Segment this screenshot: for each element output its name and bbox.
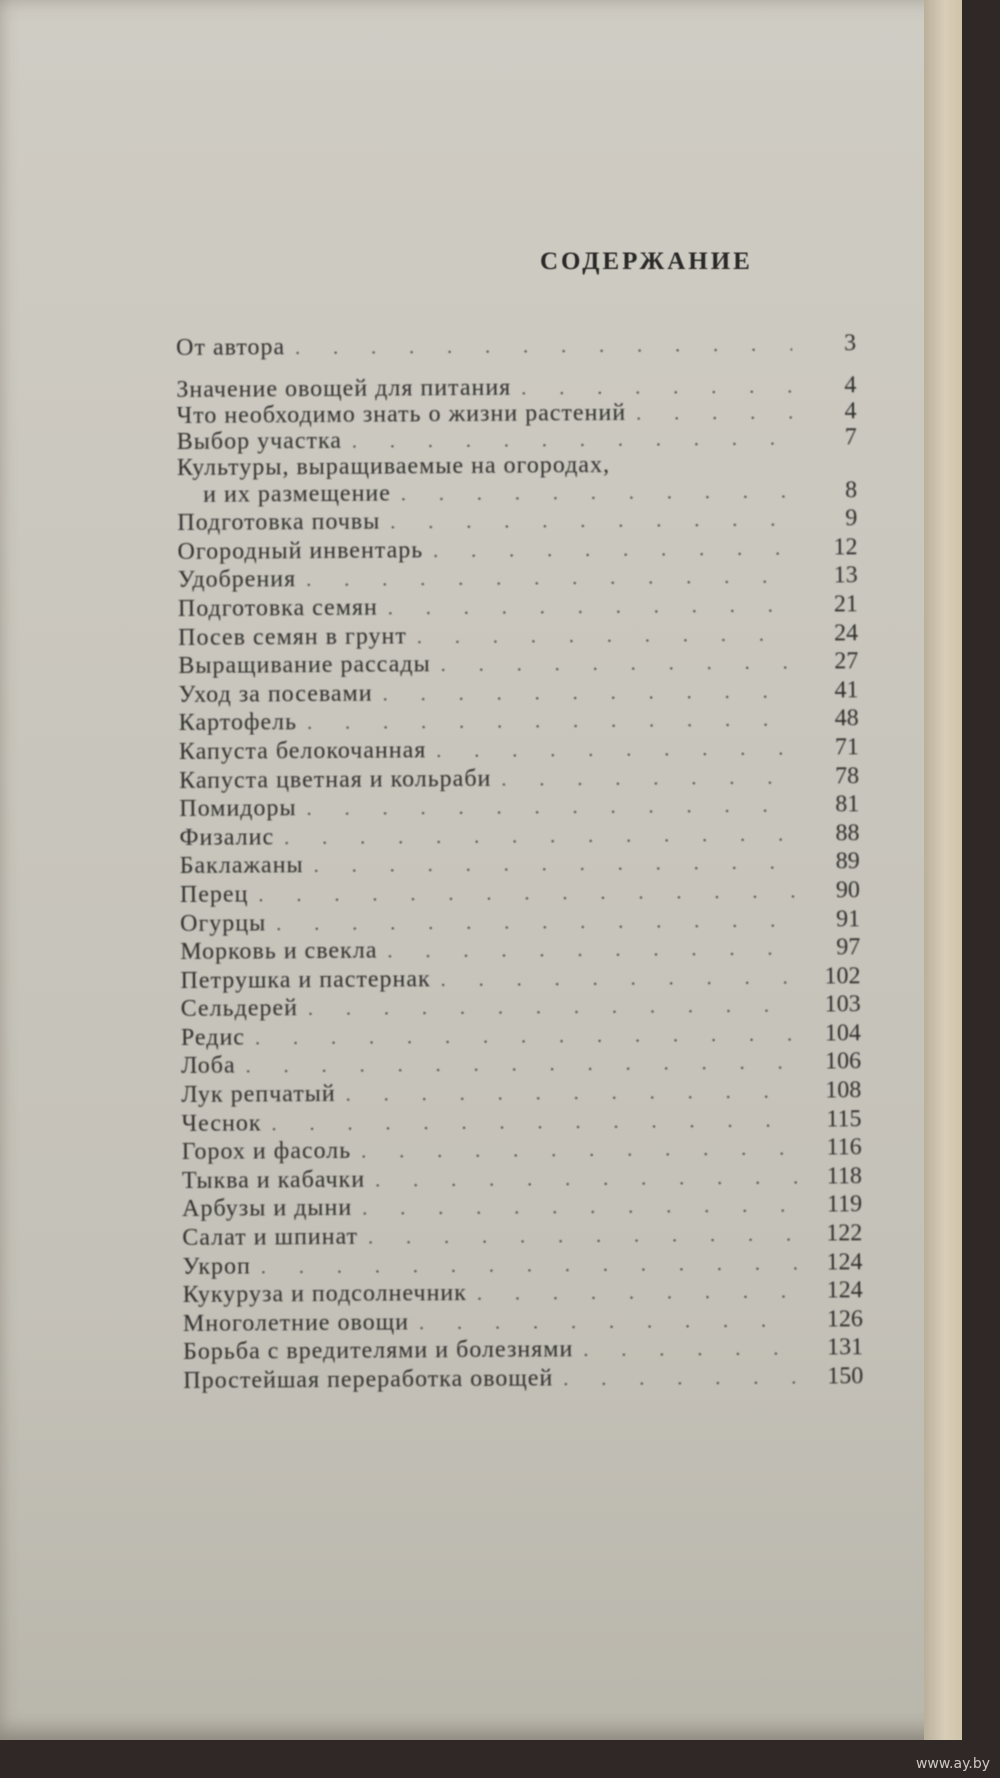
dot-leader xyxy=(521,373,792,401)
toc-entry-page: 48 xyxy=(834,705,859,732)
toc-entry-page: 81 xyxy=(835,791,860,818)
toc-entry xyxy=(177,424,857,455)
dot-leader xyxy=(583,1335,799,1365)
dot-leader xyxy=(563,1364,799,1394)
toc-entry-label: Огурцы xyxy=(180,909,267,937)
dot-leader xyxy=(306,563,794,595)
toc-entry-page: 118 xyxy=(826,1163,862,1190)
dot-leader xyxy=(441,649,795,680)
toc-entry xyxy=(183,1305,863,1338)
toc-entry-page: 108 xyxy=(825,1077,862,1104)
toc-entry-page: 4 xyxy=(844,397,857,424)
toc-entry-page: 71 xyxy=(834,734,859,761)
toc-entry-page: 104 xyxy=(824,1020,861,1047)
toc-entry-page: 24 xyxy=(834,619,859,646)
dot-leader xyxy=(314,849,796,881)
dot-leader xyxy=(368,1221,798,1253)
toc-entry-label: Морковь и свекла xyxy=(180,937,378,966)
toc-entry xyxy=(180,933,860,966)
toc-entry xyxy=(180,962,860,995)
toc-entry-label: Значение овощей для питания xyxy=(176,374,512,403)
dot-leader xyxy=(636,399,793,426)
dot-leader xyxy=(255,1021,797,1053)
toc-entry xyxy=(178,590,858,623)
toc-entry-label: Арбузы и дыни xyxy=(182,1195,353,1223)
toc-entry xyxy=(178,647,858,680)
toc-entry-label: Подготовка почвы xyxy=(177,508,381,537)
toc-entry-label: Посев семян в грунт xyxy=(178,622,407,651)
toc-entry xyxy=(181,1019,861,1052)
toc-entry-label: Выбор участка xyxy=(176,427,342,455)
toc-entry-page: 41 xyxy=(834,676,859,704)
toc-entry xyxy=(176,372,856,403)
dot-leader xyxy=(387,935,796,966)
dot-leader xyxy=(390,506,793,537)
dot-leader xyxy=(375,1164,798,1196)
toc-entry xyxy=(182,1191,862,1224)
toc-entry-label: Подготовка семян xyxy=(177,594,378,622)
toc-entry-page: 131 xyxy=(827,1334,864,1361)
toc-entry-label: Капуста цветная и кольраби xyxy=(179,765,492,794)
toc-entry-label: Простейшая переработка овощей xyxy=(183,1365,554,1394)
toc-entry-page: 102 xyxy=(824,962,861,990)
toc-entry-label: Салат и шпинат xyxy=(182,1223,359,1252)
toc-entry-page: 106 xyxy=(825,1048,862,1075)
toc-entry-label: Тыква и кабачки xyxy=(181,1166,366,1194)
dot-leader xyxy=(417,620,794,651)
toc-entry-page: 124 xyxy=(826,1277,863,1304)
toc-entry-label: Картофель xyxy=(178,709,298,737)
toc-entry xyxy=(180,905,860,938)
toc-entry-page: 119 xyxy=(826,1191,863,1218)
toc-entry xyxy=(181,1048,861,1081)
dot-leader xyxy=(306,792,795,824)
toc-entry-page: 88 xyxy=(835,819,860,847)
toc-entry-page: 150 xyxy=(827,1363,864,1390)
dot-leader xyxy=(383,677,795,708)
toc-entry-label: и их размещение xyxy=(203,480,392,508)
toc-entry xyxy=(181,1076,861,1109)
toc-entry-page: 21 xyxy=(833,591,858,618)
toc-entry xyxy=(178,619,858,652)
toc-entry-label: От автора xyxy=(176,334,286,361)
page-title: СОДЕРЖАНИЕ xyxy=(540,248,753,275)
toc-entry xyxy=(176,329,856,362)
toc-entry-label: Баклажаны xyxy=(179,852,304,880)
toc-entry-page: 91 xyxy=(836,905,861,932)
dot-leader xyxy=(261,1249,799,1281)
dot-leader xyxy=(477,1278,799,1309)
toc-entry-page: 13 xyxy=(833,562,858,589)
toc-entry-label: Многолетние овощи xyxy=(182,1309,410,1337)
dot-leader xyxy=(361,1135,798,1167)
toc-entry-page: 126 xyxy=(826,1306,863,1333)
toc-entry-label: Удобрения xyxy=(177,566,297,594)
toc-entry-page: 9 xyxy=(845,505,858,532)
toc-entry xyxy=(177,533,857,566)
toc-entry xyxy=(179,733,859,766)
toc-entry-page: 89 xyxy=(835,848,860,875)
toc-entry xyxy=(183,1362,863,1395)
toc-entry-label: Борьба с вредителями и болезнями xyxy=(183,1336,574,1366)
dot-leader xyxy=(433,534,794,565)
toc-entry-page: 124 xyxy=(826,1248,863,1276)
toc-entry xyxy=(181,1105,861,1138)
toc-entry-label: Редис xyxy=(180,1024,246,1051)
toc-entry-page: 4 xyxy=(844,371,857,398)
toc-entry xyxy=(180,848,860,881)
toc-entry xyxy=(177,504,857,537)
toc-entry xyxy=(182,1248,862,1281)
toc-entry xyxy=(176,398,856,429)
toc-entry-page: 8 xyxy=(845,476,858,503)
dot-leader xyxy=(362,1192,798,1224)
toc-entry-label: Лук репчатый xyxy=(181,1080,336,1109)
dot-leader xyxy=(441,963,797,994)
toc-entry-label: Кукуруза и подсолнечник xyxy=(182,1280,467,1309)
toc-entry xyxy=(179,790,859,823)
toc-entry-page: 116 xyxy=(826,1134,862,1161)
toc-entry-label: Физалис xyxy=(179,824,275,851)
dot-leader xyxy=(436,735,795,766)
page-edge xyxy=(924,0,962,1740)
table-of-contents xyxy=(176,329,863,1395)
toc-entry xyxy=(182,1133,862,1166)
toc-entry-label: Капуста белокочанная xyxy=(178,737,427,765)
dot-leader xyxy=(271,1106,797,1138)
dot-leader xyxy=(501,763,795,794)
toc-entry xyxy=(183,1334,863,1367)
toc-entry-label: Петрушка и пастернак xyxy=(180,965,431,994)
toc-entry-page: 122 xyxy=(826,1220,863,1247)
watermark: www.ay.by xyxy=(915,1756,990,1772)
dot-leader xyxy=(419,1306,799,1337)
dot-leader xyxy=(346,1078,798,1110)
toc-entry xyxy=(182,1162,862,1195)
toc-entry xyxy=(181,991,861,1024)
toc-entry-page: 78 xyxy=(835,762,860,789)
toc-entry-page: 115 xyxy=(826,1105,862,1133)
dot-leader xyxy=(284,820,796,852)
toc-entry-label: Чеснок xyxy=(181,1110,262,1137)
toc-entry-label: Что необходимо знать о жизни растений xyxy=(176,399,627,429)
dot-leader xyxy=(388,592,794,623)
toc-entry-label: Перец xyxy=(179,881,249,908)
dot-leader xyxy=(258,878,796,910)
toc-entry-page: 103 xyxy=(824,991,861,1018)
toc-entry-page: 27 xyxy=(834,648,859,675)
toc-entry xyxy=(182,1219,862,1252)
dot-leader xyxy=(295,331,792,363)
dot-leader xyxy=(276,906,796,938)
toc-entry-label: Укроп xyxy=(182,1253,251,1280)
toc-entry-label: Культуры, выращиваемые на огородах, xyxy=(176,451,611,481)
toc-entry xyxy=(179,762,859,795)
toc-entry-label: Лоба xyxy=(181,1053,236,1080)
dot-leader xyxy=(401,477,793,508)
dot-leader xyxy=(352,425,793,454)
toc-entry xyxy=(178,562,858,595)
toc-entry-label: Уход за посевами xyxy=(178,680,373,708)
toc-entry-page: 12 xyxy=(833,534,858,561)
toc-entry xyxy=(179,819,859,852)
toc-entry-label: Горох и фасоль xyxy=(181,1138,352,1166)
toc-entry-label: Сельдерей xyxy=(180,995,299,1023)
toc-entry-page: 90 xyxy=(835,877,860,904)
dot-leader xyxy=(308,992,797,1024)
toc-entry-label: Выращивание рассады xyxy=(178,651,431,680)
toc-entry-page: 7 xyxy=(844,423,857,450)
toc-entry-label: Огородный инвентарь xyxy=(177,537,424,565)
toc-entry xyxy=(179,705,859,738)
toc-entry-page: 3 xyxy=(843,330,857,357)
dot-leader xyxy=(307,706,795,738)
toc-entry xyxy=(177,476,857,509)
toc-entry-page: 97 xyxy=(836,934,861,961)
dot-leader xyxy=(246,1049,798,1081)
toc-entry-label: Помидоры xyxy=(179,795,297,823)
toc-entry xyxy=(178,676,858,709)
toc-entry xyxy=(183,1276,863,1309)
toc-entry xyxy=(180,876,860,909)
